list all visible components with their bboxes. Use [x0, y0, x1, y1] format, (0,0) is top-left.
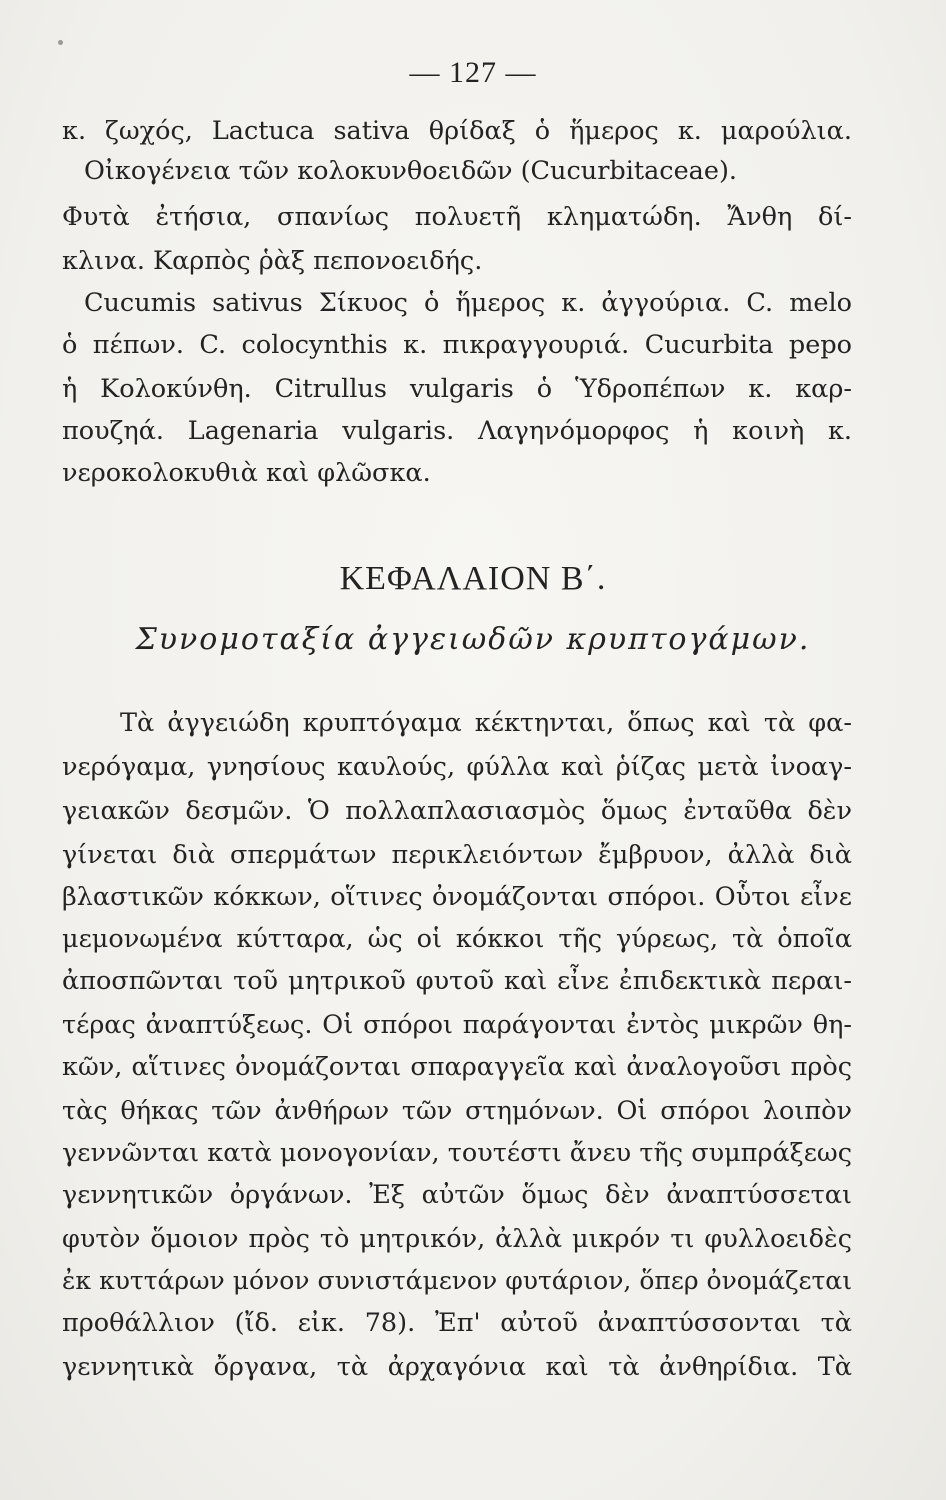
body-line: προθάλλιον (ἴδ. εἰκ. 78). Ἐπ' αὐτοῦ ἀναπτύσσονται τὰ: [62, 1308, 852, 1338]
text-line: κλινα. Καρπὸς ῥὰξ πεπονοειδής.: [62, 246, 483, 276]
body-line: ἀποσπῶνται τοῦ μητρικοῦ φυτοῦ καὶ εἶνε ἐπιδεκτικὰ περαι-: [62, 966, 852, 996]
body-line: φυτὸν ὅμοιον πρὸς τὸ μητρικόν, ἀλλὰ μικρόν τι φυλλοειδὲς: [62, 1224, 852, 1254]
body-line: κῶν, αἵτινες ὀνομάζονται σπαραγγεῖα καὶ ἀναλογοῦσι πρὸς: [62, 1052, 852, 1082]
body-line: γεννητικῶν ὀργάνων. Ἐξ αὐτῶν ὅμως δὲν ἀναπτύσσεται: [62, 1180, 852, 1210]
body-line: γειακῶν δεσμῶν. Ὁ πολλαπλασιασμὸς ὅμως ἐνταῦθα δὲν: [62, 796, 852, 826]
text-line: κ. ζωχός, Lactuca sativa θρίδαξ ὁ ἥμερος κ. μαρούλια.: [62, 116, 852, 146]
page-number: — 127 —: [409, 56, 537, 89]
family-heading-line: Οἰκογένεια τῶν κολοκυνθοειδῶν (Cucurbitaceae).: [84, 156, 738, 186]
text-line: ἡ Κολοκύνθη. Citrullus vulgaris ὁ Ὑδροπέπων κ. καρ-: [62, 374, 852, 404]
body-line: τέρας ἀναπτύξεως. Οἱ σπόροι παράγονται ἐντὸς μικρῶν θη-: [62, 1010, 852, 1040]
ink-speck: [58, 40, 63, 45]
body-line: ἐκ κυττάρων μόνον συνιστάμενον φυτάριον, ὅπερ ὀνομάζεται: [62, 1266, 852, 1295]
body-line: τὰς θήκας τῶν ἀνθήρων τῶν στημόνων. Οἱ σπόροι λοιπὸν: [62, 1096, 852, 1126]
body-line: γεννῶνται κατὰ μονογονίαν, τουτέστι ἄνευ τῆς συμπράξεως: [62, 1138, 852, 1168]
body-line: βλαστικῶν κόκκων, οἵτινες ὀνομάζονται σπόροι. Οὗτοι εἶνε: [62, 882, 852, 912]
body-line: Τὰ ἀγγειώδη κρυπτόγαμα κέκτηνται, ὅπως καὶ τὰ φα-: [120, 708, 852, 738]
body-line: γεννητικὰ ὄργανα, τὰ ἀρχαγόνια καὶ τὰ ἀνθηρίδια. Τὰ: [62, 1352, 852, 1382]
text-line: Φυτὰ ἐτήσια, σπανίως πολυετῆ κληματώδη. Ἄνθη δί-: [62, 202, 852, 232]
text-line: Cucumis sativus Σίκυος ὁ ἥμερος κ. ἀγγούρια. C. melo: [84, 288, 852, 318]
text-line: ὁ πέπων. C. colocynthis κ. πικραγγουριά. Cucurbita pepo: [62, 330, 852, 360]
body-line: νερόγαμα, γνησίους καυλούς, φύλλα καὶ ῥίζας μετὰ ἰνοαγ-: [62, 752, 852, 782]
body-line: μεμονωμένα κύτταρα, ὡς οἱ κόκκοι τῆς γύρεως, τὰ ὁποῖα: [62, 924, 852, 954]
text-line: νεροκολοκυθιὰ καὶ φλῶσκα.: [62, 458, 431, 488]
chapter-heading: ΚΕΦΑΛΑΙΟΝ Β΄.: [339, 560, 607, 597]
text-line: πουζηά. Lagenaria vulgaris. Λαγηνόμορφος ἡ κοινὴ κ.: [62, 416, 852, 446]
body-line: γίνεται διὰ σπερμάτων περικλειόντων ἔμβρυον, ἀλλὰ διὰ: [62, 840, 852, 870]
chapter-subheading: Συνομοταξία ἀγγειωδῶν κρυπτογάμων.: [135, 622, 811, 657]
